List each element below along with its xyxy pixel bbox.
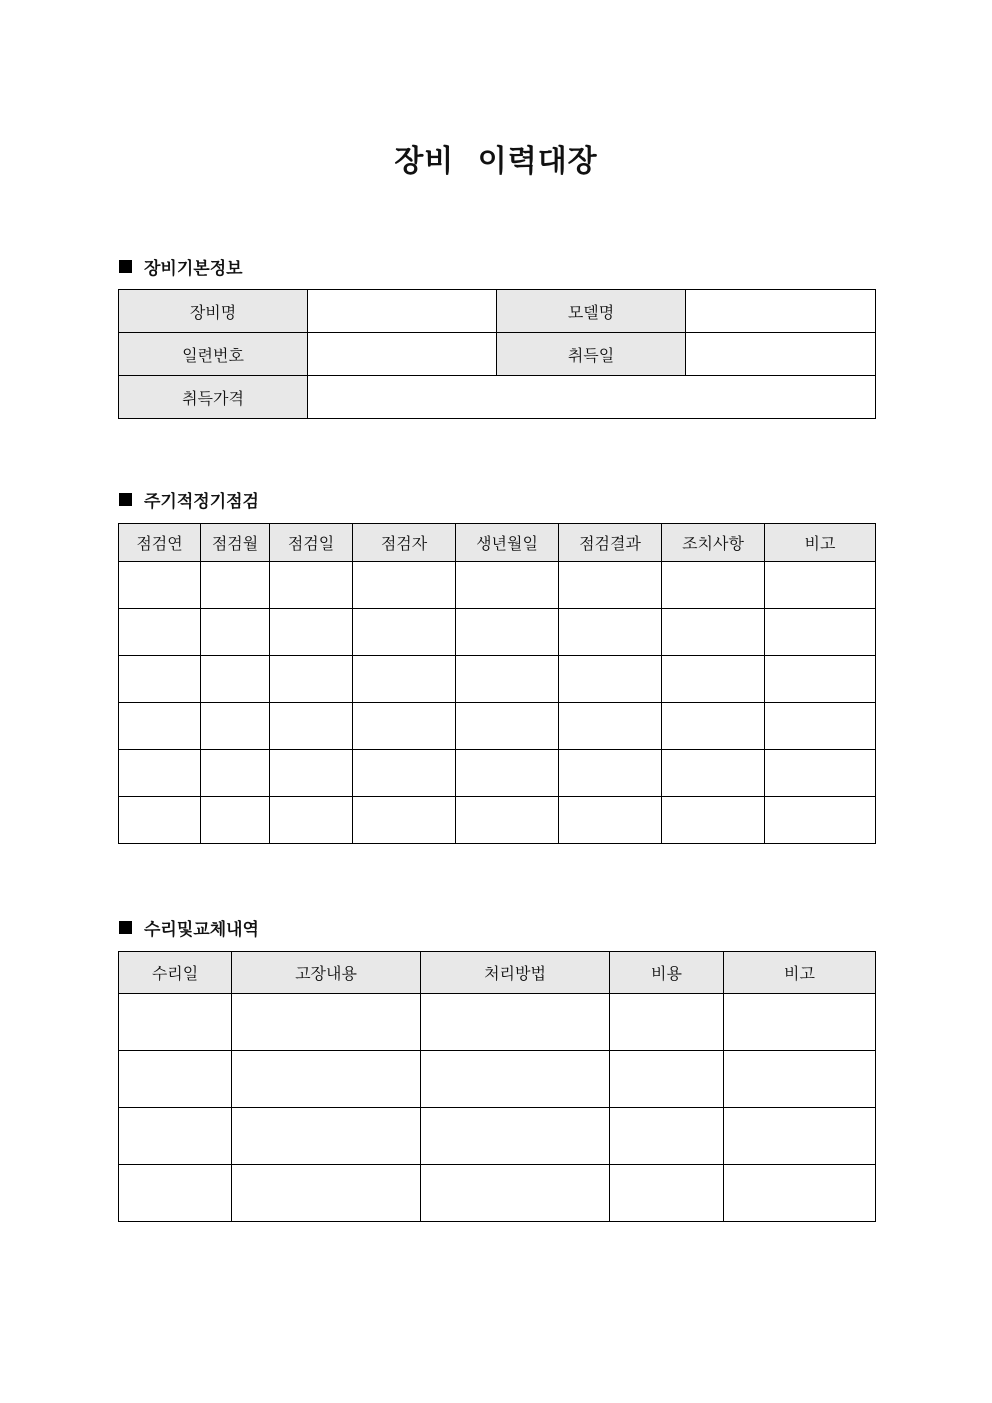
- table-header-row: [119, 952, 876, 994]
- table-cell[interactable]: [456, 562, 559, 609]
- table-cell[interactable]: [559, 703, 662, 750]
- table-cell[interactable]: [662, 562, 765, 609]
- column-header: 비용: [610, 952, 724, 994]
- acquisition-date-label: 취득일: [497, 333, 686, 376]
- section-heading-label: 수리및교체내역: [144, 920, 259, 940]
- table-row: [119, 703, 876, 750]
- table-cell[interactable]: [232, 994, 421, 1051]
- section-heading-basic-info: [119, 254, 243, 279]
- table-cell[interactable]: [765, 703, 876, 750]
- table-cell[interactable]: [724, 994, 876, 1051]
- section-heading-label: 주기적정기점검: [144, 492, 259, 512]
- table-cell[interactable]: [119, 656, 201, 703]
- table-cell[interactable]: [353, 703, 456, 750]
- table-cell[interactable]: [119, 1051, 232, 1108]
- square-bullet-icon: [119, 260, 132, 273]
- table-cell[interactable]: [456, 750, 559, 797]
- table-cell[interactable]: [662, 703, 765, 750]
- table-row: [119, 797, 876, 844]
- table-cell[interactable]: [270, 656, 353, 703]
- table-cell[interactable]: [232, 1165, 421, 1222]
- table-cell[interactable]: [201, 656, 270, 703]
- acquisition-price-label: 취득가격: [119, 376, 308, 419]
- model-name-label: 모델명: [497, 290, 686, 333]
- table-cell[interactable]: [662, 797, 765, 844]
- table-cell[interactable]: [119, 750, 201, 797]
- table-cell[interactable]: [765, 797, 876, 844]
- table-cell[interactable]: [201, 797, 270, 844]
- table-cell[interactable]: [232, 1051, 421, 1108]
- table-cell[interactable]: [201, 703, 270, 750]
- table-cell[interactable]: [559, 609, 662, 656]
- column-header: 점검월: [201, 524, 270, 562]
- table-cell[interactable]: [421, 1165, 610, 1222]
- serial-number-field[interactable]: [308, 333, 497, 376]
- table-row: [119, 609, 876, 656]
- table-cell[interactable]: [456, 656, 559, 703]
- table-cell[interactable]: [765, 609, 876, 656]
- table-cell[interactable]: [201, 562, 270, 609]
- table-cell[interactable]: [559, 750, 662, 797]
- acquisition-date-field[interactable]: [686, 333, 876, 376]
- column-header: 비고: [765, 524, 876, 562]
- table-cell[interactable]: [421, 994, 610, 1051]
- table-cell[interactable]: [610, 1165, 724, 1222]
- table-cell[interactable]: [201, 609, 270, 656]
- table-cell[interactable]: [270, 562, 353, 609]
- table-cell[interactable]: [201, 750, 270, 797]
- column-header: 점검연: [119, 524, 201, 562]
- table-cell[interactable]: [119, 1108, 232, 1165]
- table-row: [119, 1108, 876, 1165]
- equipment-name-field[interactable]: [308, 290, 497, 333]
- table-cell[interactable]: [456, 703, 559, 750]
- table-cell[interactable]: [662, 656, 765, 703]
- inspection-table: [118, 523, 876, 844]
- table-cell[interactable]: [119, 703, 201, 750]
- table-row: [119, 290, 876, 333]
- table-cell[interactable]: [270, 703, 353, 750]
- table-cell[interactable]: [270, 750, 353, 797]
- table-row: [119, 994, 876, 1051]
- table-cell[interactable]: [456, 797, 559, 844]
- table-cell[interactable]: [559, 797, 662, 844]
- acquisition-price-field[interactable]: [308, 376, 876, 419]
- table-cell[interactable]: [353, 797, 456, 844]
- table-cell[interactable]: [353, 750, 456, 797]
- table-row: [119, 656, 876, 703]
- table-cell[interactable]: [119, 1165, 232, 1222]
- section-heading-repair: [119, 915, 259, 940]
- table-cell[interactable]: [456, 609, 559, 656]
- table-cell[interactable]: [559, 656, 662, 703]
- table-cell[interactable]: [353, 609, 456, 656]
- page-title: 장비 이력대장: [394, 144, 598, 179]
- table-cell[interactable]: [353, 562, 456, 609]
- table-row: [119, 562, 876, 609]
- table-cell[interactable]: [270, 797, 353, 844]
- table-row: [119, 1165, 876, 1222]
- serial-number-label: 일련번호: [119, 333, 308, 376]
- table-cell[interactable]: [119, 562, 201, 609]
- column-header: 점검자: [353, 524, 456, 562]
- table-row: [119, 750, 876, 797]
- table-cell[interactable]: [662, 750, 765, 797]
- table-cell[interactable]: [119, 609, 201, 656]
- column-header: 수리일: [119, 952, 232, 994]
- section-heading-inspection: [119, 487, 259, 512]
- equipment-name-label: 장비명: [119, 290, 308, 333]
- table-row: [119, 1051, 876, 1108]
- table-cell[interactable]: [559, 562, 662, 609]
- table-cell[interactable]: [119, 994, 232, 1051]
- table-cell[interactable]: [765, 750, 876, 797]
- section-heading-label: 장비기본정보: [144, 259, 243, 279]
- square-bullet-icon: [119, 493, 132, 506]
- table-row: [119, 376, 876, 419]
- table-cell[interactable]: [724, 1051, 876, 1108]
- table-cell[interactable]: [765, 562, 876, 609]
- square-bullet-icon: [119, 921, 132, 934]
- table-cell[interactable]: [421, 1108, 610, 1165]
- table-cell[interactable]: [662, 609, 765, 656]
- table-cell[interactable]: [421, 1051, 610, 1108]
- table-cell[interactable]: [119, 797, 201, 844]
- column-header: 처리방법: [421, 952, 610, 994]
- table-cell[interactable]: [724, 1108, 876, 1165]
- column-header: 고장내용: [232, 952, 421, 994]
- table-cell[interactable]: [610, 1051, 724, 1108]
- table-cell[interactable]: [724, 1165, 876, 1222]
- column-header: 생년월일: [456, 524, 559, 562]
- basic-info-table: [118, 289, 876, 419]
- table-cell[interactable]: [610, 1108, 724, 1165]
- table-cell[interactable]: [610, 994, 724, 1051]
- table-header-row: [119, 524, 876, 562]
- column-header: 비고: [724, 952, 876, 994]
- table-cell[interactable]: [270, 609, 353, 656]
- model-name-field[interactable]: [686, 290, 876, 333]
- table-row: [119, 333, 876, 376]
- table-cell[interactable]: [353, 656, 456, 703]
- table-cell[interactable]: [232, 1108, 421, 1165]
- table-cell[interactable]: [765, 656, 876, 703]
- column-header: 점검결과: [559, 524, 662, 562]
- column-header: 점검일: [270, 524, 353, 562]
- repair-table: [118, 951, 876, 1222]
- column-header: 조치사항: [662, 524, 765, 562]
